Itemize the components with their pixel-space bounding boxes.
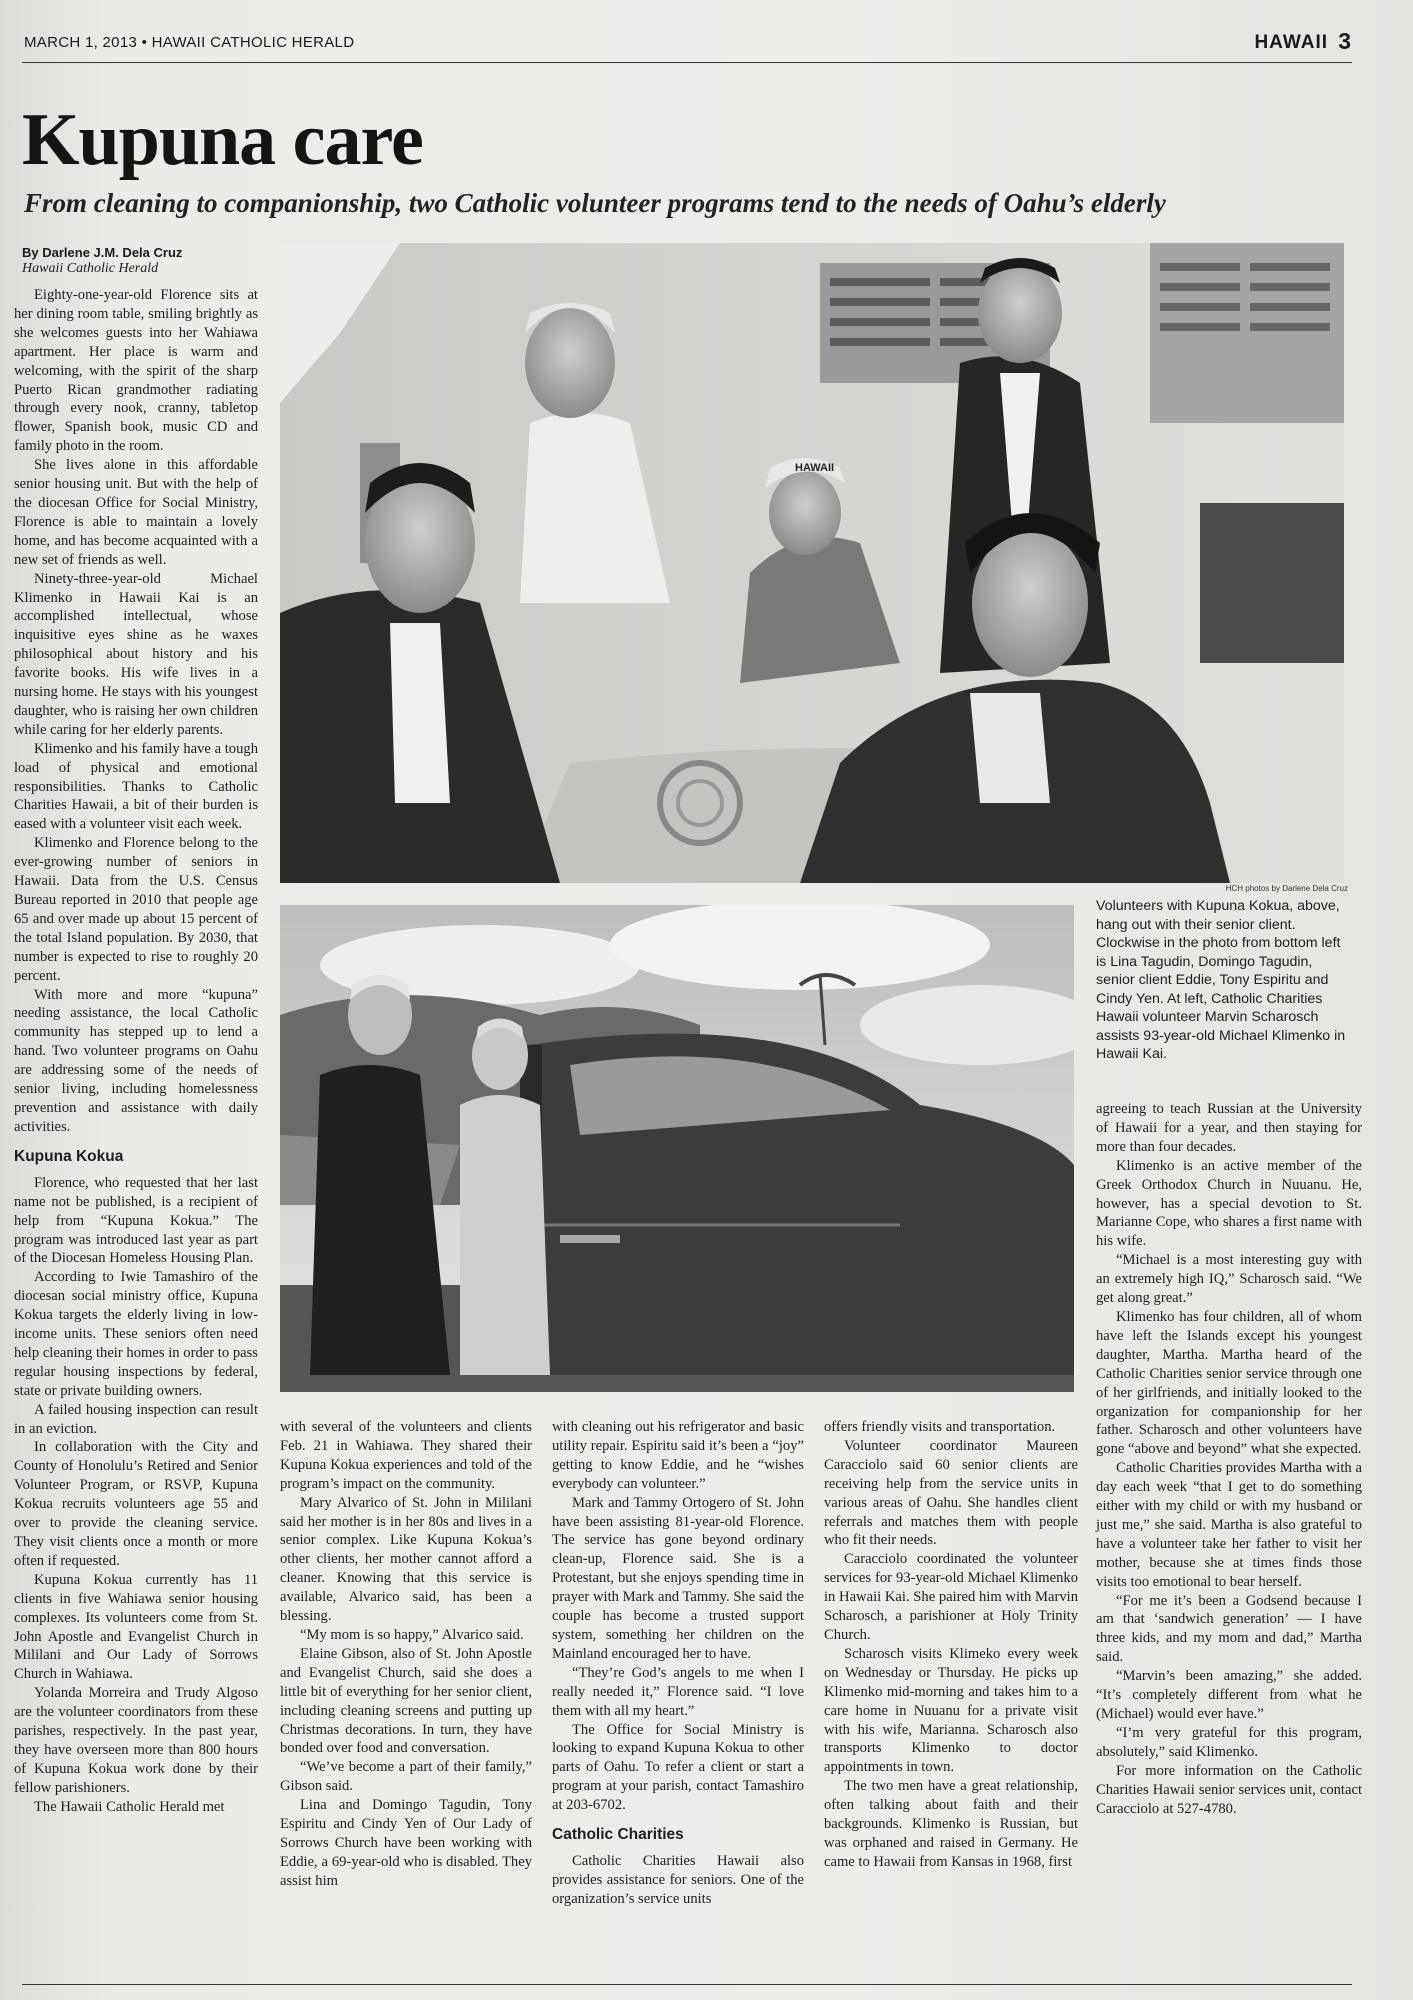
byline-name: By Darlene J.M. Dela Cruz: [22, 245, 183, 260]
paragraph: Volunteer coordinator Maureen Caracciolo said 60 senior clients are receiving help from the service units in various areas of Oahu. She handles client referrals and matches them with people who fit their needs.: [824, 1437, 1078, 1549]
article-column-4: [824, 1418, 1078, 1872]
article-column-2: [280, 1418, 532, 1891]
paragraph: For more information on the Catholic Charities Hawaii senior services unit, contact Caracciolo at 527-4780.: [1096, 1762, 1362, 1817]
cap-text: HAWAII: [795, 462, 835, 474]
header-section-label: HAWAII: [1254, 32, 1328, 53]
paragraph: “My mom is so happy,” Alvarico said.: [300, 1626, 524, 1643]
byline-org: Hawaii Catholic Herald: [22, 261, 159, 276]
paragraph: “Michael is a most interesting guy with an extremely high IQ,” Scharosch said. “We get along great.”: [1096, 1252, 1362, 1307]
article-subhead: From cleaning to companionship, two Catholic volunteer programs tend to the needs of Oahu’s elderly: [24, 188, 1166, 218]
article-byline: [22, 245, 262, 277]
paragraph: The Office for Social Ministry is looking to expand Kupuna Kokua to other parts of Oahu. To refer a client or start a program at your parish, contact Tamashiro at 203-6702.: [552, 1721, 804, 1814]
paragraph: “For me it’s been a Godsend because I am that ‘sandwich generation’ — I have three kids, and my mom and dad,” Martha said.: [1096, 1592, 1362, 1666]
paragraph: Mark and Tammy Ortogero of St. John have been assisting 81-year-old Florence. The service has gone beyond ordinary clean-up, Florence said. She is a Protestant, but she enjoys spending time in prayer with Mark and Tammy. She said the couple has become a trusted support system, something her children on the Mainland encouraged her to have.: [552, 1494, 804, 1662]
paragraph: Klimenko and Florence belong to the ever-growing number of seniors in Hawaii. Data from the U.S. Census Bureau reported in 2010 that people age 65 and over made up about 15 percent of the total Island population. By 2030, that number is expected to rise to roughly 20 percent.: [14, 835, 258, 984]
paragraph: With more and more “kupuna” needing assistance, the local Catholic community has stepped up to lend a hand. Two volunteer programs on Oahu are addressing some of the needs of senior living, including homelessness prevention and assistance with daily activities.: [14, 986, 258, 1135]
paragraph: Catholic Charities provides Martha with a day each week “that I get to do something either with my child or with my husband or just me,” she said. Martha is also grateful to have a volunteer take her father to visit her mother, because she at times finds those visits too emotional to bear herself.: [1096, 1460, 1362, 1590]
group-photo-icon: [280, 243, 1344, 883]
paragraph: “They’re God’s angels to me when I really needed it,” Florence said. “I love them with all my heart.”: [552, 1664, 804, 1719]
paragraph: Mary Alvarico of St. John in Mililani said her mother is in her 80s and lives in a senior complex. Like Kupuna Kokua’s other clients, her mother cannot afford a cleaner. Knowing that this service is available, Alvarico said, has been a blessing.: [280, 1494, 532, 1625]
paragraph: agreeing to teach Russian at the University of Hawaii for a year, and then staying for more than four decades.: [1096, 1101, 1362, 1155]
header-date-publication: MARCH 1, 2013 • HAWAII CATHOLIC HERALD: [24, 34, 355, 51]
paragraph: The Hawaii Catholic Herald met: [34, 1798, 225, 1815]
header-page-number: 3: [1338, 28, 1351, 54]
paragraph: Lina and Domingo Tagudin, Tony Espiritu and Cindy Yen of Our Lady of Sorrows Church have been working with Eddie, a 69-year-old who is disabled. They assist him: [280, 1797, 532, 1889]
paragraph: The two men have a great relationship, often talking about faith and their backgrounds. Klimenko is Russian, but was orphaned and raised in Germany. He came to Hawaii from Kansas in 1968, first: [824, 1778, 1078, 1870]
paragraph: Elaine Gibson, also of St. John Apostle and Evangelist Church, said she does a little bit of everything for her senior client, including cleaning screens and putting up Christmas decorations. In turn, they have bonded over food and conversation.: [280, 1645, 532, 1757]
paragraph: offers friendly visits and transportation.: [824, 1419, 1056, 1435]
paragraph: Eighty-one-year-old Florence sits at her dining room table, smiling brightly as she welcomes guests into her Wahiawa apartment. Her place is warm and welcoming, with the spirit of the sharp Puerto Rican grandmother radiating through every nook, cranny, tabletop flower, Spanish book, music CD and family photo in the room.: [14, 287, 258, 455]
paragraph: Kupuna Kokua currently has 11 clients in five Wahiawa senior housing complexes. Its volunteers come from St. John Apostle and Evangelist Church in Mililani and Our Lady of Sorrows Church in Wahiawa.: [14, 1571, 258, 1683]
paragraph: Caracciolo coordinated the volunteer services for 93-year-old Michael Klimenko in Hawaii Kai. She paired him with Marvin Scharosch, a parishioner at Holy Trinity Church.: [824, 1551, 1078, 1643]
article-headline: Kupuna care: [22, 99, 423, 181]
article-column-5: [1096, 1100, 1362, 1818]
paragraph: with cleaning out his refrigerator and basic utility repair. Espiritu said it’s been a “joy” getting to know Eddie, and he “wishes everybody can volunteer.”: [552, 1419, 804, 1492]
photo-volunteer-car: [280, 905, 1074, 1392]
article-column-1: [14, 286, 258, 1817]
photo-caption: Volunteers with Kupuna Kokua, above, hang out with their senior client. Clockwise in the photo from bottom left is Lina Tagudin, Domingo Tagudin, senior client Eddie, Tony Espiritu and Cindy Yen. At left, Catholic Charities Hawaii volunteer Marvin Scharosch assists 93-year-old Michael Klimenko in Hawaii Kai.: [1096, 898, 1346, 1062]
article-column-3: [552, 1418, 804, 1909]
footer-rule: [22, 1984, 1352, 1985]
paragraph: “I’m very grateful for this program, absolutely,” said Klimenko.: [1096, 1724, 1362, 1760]
paragraph: According to Iwie Tamashiro of the diocesan social ministry office, Kupuna Kokua targets the elderly living in low-income units. These seniors often need help cleaning their homes in order to pass regular housing inspections by federal, state or private building owners.: [14, 1269, 258, 1399]
header-rule: [22, 62, 1352, 63]
paragraph: Klimenko and his family have a tough load of physical and emotional responsibilities. Thanks to Catholic Charities Hawaii, a bit of their burden is eased with a volunteer visit each week.: [14, 740, 258, 833]
paragraph: She lives alone in this affordable senior housing unit. But with the help of the diocesan Office for Social Ministry, Florence is able to maintain a lovely home, and has become acquainted with a new set of friends as well.: [14, 457, 258, 568]
section-heading-catholic-charities: Catholic Charities: [552, 1826, 684, 1844]
paragraph: A failed housing inspection can result in an eviction.: [14, 1401, 258, 1437]
paragraph: Ninety-three-year-old Michael Klimenko in Hawaii Kai is an accomplished intellectual, whose inquisitive eyes shine as he waxes philosophical about history and his favorite books. His wife lives in a nursing home. He stays with his youngest daughter, who is raising her own children while caring for her elderly parents.: [14, 570, 258, 738]
paragraph: Catholic Charities Hawaii also provides assistance for seniors. One of the organization’s service units: [552, 1853, 804, 1907]
paragraph: Klimenko is an active member of the Greek Orthodox Church in Nuuanu. He, however, has a special devotion to St. Marianne Cope, who shares a first name with his wife.: [1096, 1157, 1362, 1250]
paragraph: In collaboration with the City and County of Honolulu’s Retired and Senior Volunteer Program, or RSVP, Kupuna Kokua recruits volunteers age 55 and over to provide the cleaning service. They visit clients once a month or more often if requested.: [14, 1439, 258, 1569]
paragraph: Klimenko has four children, all of whom have left the Islands except his youngest daughter, Martha. Martha heard of the Catholic Charities senior service through one of her girlfriends, and initially looked to the organization for companionship for her father. Scharosch and other volunteers have gone “above and beyond” what she expected.: [1096, 1308, 1362, 1458]
paragraph: Yolanda Morreira and Trudy Algoso are the volunteer coordinators from these parishes, respectively. In the past year, they have overseen more than 800 hours of Kupuna Kokua work done by their fellow parishioners.: [14, 1685, 258, 1796]
section-heading-kupuna-kokua: Kupuna Kokua: [14, 1147, 124, 1165]
paragraph: “Marvin’s been amazing,” she added. “It’s completely different from what he (Michael) would ever have.”: [1096, 1668, 1362, 1722]
paragraph: Florence, who requested that her last name not be published, is a recipient of help from “Kupuna Kokua.” The program was introduced last year as part of the Diocesan Homeless Housing Plan.: [14, 1174, 258, 1267]
paragraph: “We’ve become a part of their family,” Gibson said.: [280, 1759, 532, 1795]
photo-volunteers-group: [280, 243, 1344, 883]
paragraph: Scharosch visits Klimeko every week on Wednesday or Thursday. He picks up Klimenko mid-morning and takes him to a care home in Nuuanu for a private visit with his wife, Marianna. Scharosch also transports Klimenko to doctor appointments in town.: [824, 1645, 1078, 1776]
paragraph: with several of the volunteers and clients Feb. 21 in Wahiawa. They shared their Kupuna Kokua experiences and told of the program’s impact on the community.: [280, 1419, 532, 1492]
car-photo-icon: [280, 905, 1074, 1392]
photo-credit: HCH photos by Darlene Dela Cruz: [1225, 884, 1348, 893]
